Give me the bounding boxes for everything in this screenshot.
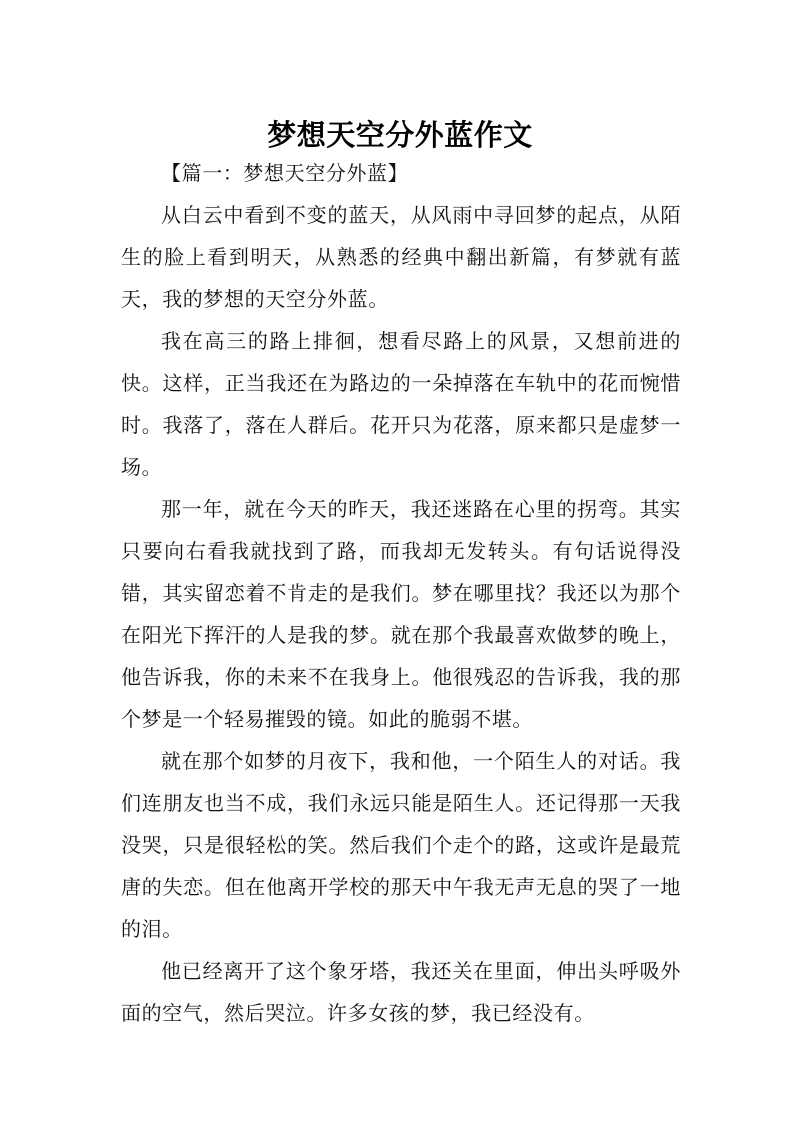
paragraph-2: 我在高三的路上排徊，想看尽路上的风景，又想前进的快。这样，正当我还在为路边的一朵掉落在车轨中的花而惋惜时。我落了，落在人群后。花开只为花落，原来都只是虚梦一场。 xyxy=(121,329,681,479)
document-body xyxy=(121,152,681,1034)
paragraph-1: 从白云中看到不变的蓝天，从风雨中寻回梦的起点，从陌生的脸上看到明天，从熟悉的经典中翻出新篇，有梦就有蓝天，我的梦想的天空分外蓝。 xyxy=(121,203,681,311)
paragraph-5: 他已经离开了这个象牙塔，我还关在里面，伸出头呼吸外面的空气，然后哭泣。许多女孩的梦，我已经没有。 xyxy=(121,959,681,1025)
paragraph-4: 就在那个如梦的月夜下，我和他，一个陌生人的对话。我们连朋友也当不成，我们永远只能是陌生人。还记得那一天我没哭，只是很轻松的笑。然后我们个走个的路，这或许是最荒唐的失恋。但在他离开学校的那天中午我无声无息的哭了一地的泪。 xyxy=(121,749,681,941)
section-heading: 【篇一：梦想天空分外蓝】 xyxy=(161,161,409,185)
document-title: 梦想天空分外蓝作文 xyxy=(267,118,533,153)
paragraph-3: 那一年，就在今天的昨天，我还迷路在心里的拐弯。其实只要向右看我就找到了路，而我却无发转头。有句话说得没错，其实留恋着不肯走的是我们。梦在哪里找？我还以为那个在阳光下挥汗的人是我的梦。就在那个我最喜欢做梦的晚上，他告诉我，你的未来不在我身上。他很残忍的告诉我，我的那个梦是一个轻易摧毁的镜。如此的脆弱不堪。 xyxy=(121,497,681,731)
